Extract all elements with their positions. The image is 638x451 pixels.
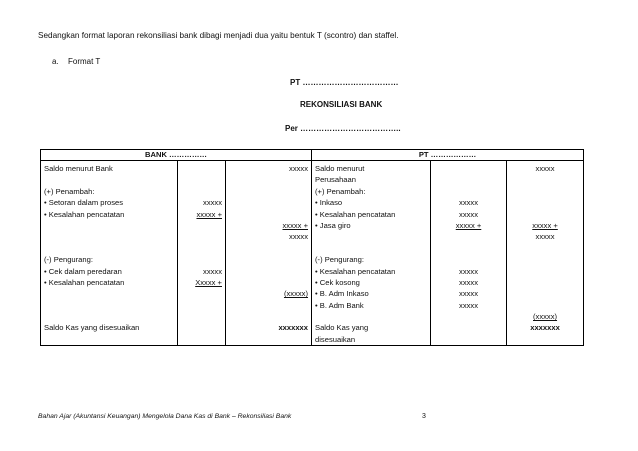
company-line-label bbox=[315, 231, 427, 242]
bank-line-detail bbox=[181, 311, 222, 322]
company-line-detail: xxxxx bbox=[459, 289, 478, 299]
company-line-label: • Kesalahan pencatatan bbox=[315, 209, 396, 219]
company-line-amount: xxxxx bbox=[535, 232, 555, 242]
company-line-detail bbox=[434, 322, 503, 333]
company-line-amount: xxxxx bbox=[535, 164, 555, 173]
bank-line-amount: xxxxx bbox=[289, 232, 309, 242]
company-labels-column bbox=[312, 161, 431, 346]
bank-line-amount bbox=[229, 197, 308, 208]
company-line-detail: xxxxx + bbox=[455, 220, 482, 230]
format-heading bbox=[52, 57, 100, 66]
company-line: PT ……………………………… bbox=[290, 78, 399, 87]
bank-line-amount bbox=[229, 243, 308, 254]
company-line-label: • B. Adm Bank bbox=[315, 300, 364, 310]
company-line-label: Saldo menurut bbox=[315, 164, 365, 173]
company-side-heading: PT ……………… bbox=[312, 150, 584, 161]
company-line-detail: xxxxx bbox=[459, 266, 478, 276]
company-line-label: Saldo Kas yang bbox=[315, 323, 369, 333]
bank-line-label bbox=[44, 220, 174, 231]
page-number: 3 bbox=[422, 413, 426, 420]
bank-line-label bbox=[44, 174, 174, 185]
company-line-label bbox=[315, 311, 427, 322]
bank-line-label: • Kesalahan pencatatan bbox=[44, 277, 125, 287]
company-line-detail: xxxxx bbox=[459, 300, 478, 310]
bank-line-detail: xxxxx + bbox=[196, 209, 222, 219]
company-line-amount: (xxxxx) bbox=[533, 312, 558, 322]
bank-line-label: Saldo Kas yang disesuaikan bbox=[44, 323, 140, 333]
company-line-detail bbox=[434, 243, 503, 254]
company-line-detail: xxxxx bbox=[459, 209, 478, 219]
bank-line-detail bbox=[181, 254, 222, 265]
company-line-label: • Cek kosong bbox=[315, 277, 360, 287]
bank-line-label: (-) Pengurang: bbox=[44, 255, 93, 265]
bank-line-detail bbox=[181, 186, 222, 197]
bank-line-label: Saldo menurut Bank bbox=[44, 164, 113, 173]
company-line-label: (-) Pengurang: bbox=[315, 255, 364, 265]
report-title: REKONSILIASI BANK bbox=[300, 100, 383, 109]
format-label: Format T bbox=[68, 57, 101, 66]
bank-line-amount bbox=[229, 254, 308, 265]
bank-line-detail bbox=[181, 300, 222, 311]
company-line-amount: xxxxxxx bbox=[530, 323, 560, 333]
format-number: a. bbox=[52, 57, 59, 66]
bank-line-label: • Kesalahan pencatatan bbox=[44, 209, 125, 219]
company-line-label: (+) Penambah: bbox=[315, 186, 366, 196]
company-line-detail bbox=[434, 231, 503, 242]
bank-line-detail bbox=[181, 243, 222, 254]
bank-line-label bbox=[44, 243, 174, 254]
bank-line-amount bbox=[229, 186, 308, 197]
bank-line-amount bbox=[229, 277, 308, 288]
bank-line-detail bbox=[181, 220, 222, 231]
bank-line-amount bbox=[229, 266, 308, 277]
bank-line-label: • Setoran dalam proses bbox=[44, 198, 124, 208]
date-line: Per ……………………………….. bbox=[285, 124, 401, 133]
bank-line-amount: xxxxx + bbox=[282, 220, 309, 230]
company-line-amount bbox=[510, 288, 580, 299]
bank-line-detail: xxxxx bbox=[203, 198, 222, 208]
bank-line-label: • Cek dalam peredaran bbox=[44, 266, 122, 276]
intro-paragraph: Sedangkan format laporan rekonsiliasi bank dibagi menjadi dua yaitu bentuk T (scontro) dan staffel. bbox=[38, 31, 399, 40]
company-line-label: • Jasa giro bbox=[315, 220, 351, 230]
company-line-detail: xxxxx bbox=[459, 277, 478, 287]
bank-line-label bbox=[44, 311, 174, 322]
bank-line-detail bbox=[181, 322, 222, 333]
company-line-amount bbox=[510, 197, 580, 208]
company-line-amount bbox=[510, 186, 580, 197]
company-line-amount bbox=[510, 334, 580, 345]
bank-side-heading: BANK …………… bbox=[41, 150, 312, 161]
company-line-detail bbox=[434, 163, 503, 174]
company-line-amount bbox=[510, 174, 580, 185]
bank-line-amount: xxxxxxx bbox=[278, 323, 309, 333]
company-line-label: Perusahaan bbox=[315, 175, 356, 185]
company-line-amount bbox=[510, 266, 580, 277]
bank-line-amount: xxxxx bbox=[289, 164, 309, 173]
bank-line-amount bbox=[229, 174, 308, 185]
bank-line-label bbox=[44, 231, 174, 242]
company-line-detail bbox=[434, 311, 503, 322]
company-line-detail bbox=[434, 334, 503, 345]
company-line-amount bbox=[510, 277, 580, 288]
company-line-detail: xxxxx bbox=[459, 198, 478, 208]
company-line-amount bbox=[510, 254, 580, 265]
company-line-amount bbox=[510, 209, 580, 220]
bank-line-amount bbox=[229, 311, 308, 322]
company-line-detail bbox=[434, 186, 503, 197]
bank-line-amount bbox=[229, 300, 308, 311]
bank-line-detail: Xxxxx + bbox=[195, 277, 222, 287]
company-line-amount bbox=[510, 243, 580, 254]
bank-labels-column bbox=[41, 161, 178, 346]
company-line-label: • Kesalahan pencatatan bbox=[315, 266, 396, 276]
company-line-label bbox=[315, 243, 427, 254]
bank-detail-column bbox=[178, 161, 226, 346]
company-line-amount: xxxxx + bbox=[532, 220, 558, 230]
bank-line-detail bbox=[181, 163, 222, 174]
company-detail-column bbox=[431, 161, 507, 346]
reconciliation-table bbox=[40, 149, 584, 346]
bank-line-detail bbox=[181, 174, 222, 185]
bank-line-label: (+) Penambah: bbox=[44, 186, 95, 196]
company-amount-column bbox=[507, 161, 584, 346]
company-line-detail bbox=[434, 254, 503, 265]
bank-amount-column bbox=[226, 161, 312, 346]
bank-line-label bbox=[44, 288, 174, 299]
company-line-detail bbox=[434, 174, 503, 185]
bank-line-detail: xxxxx bbox=[203, 266, 222, 276]
company-line-label: disesuaikan bbox=[315, 334, 356, 344]
bank-line-detail bbox=[181, 288, 222, 299]
company-line-label: • B. Adm Inkaso bbox=[315, 289, 369, 299]
company-line-amount bbox=[510, 300, 580, 311]
bank-line-detail bbox=[181, 231, 222, 242]
bank-line-amount: (xxxxx) bbox=[283, 289, 309, 299]
footer-text: Bahan Ajar (Akuntansi Keuangan) Mengelola Dana Kas di Bank – Rekonsiliasi Bank bbox=[38, 413, 292, 420]
bank-line-amount bbox=[229, 209, 308, 220]
bank-line-label bbox=[44, 300, 174, 311]
company-line-label: • Inkaso bbox=[315, 198, 343, 208]
